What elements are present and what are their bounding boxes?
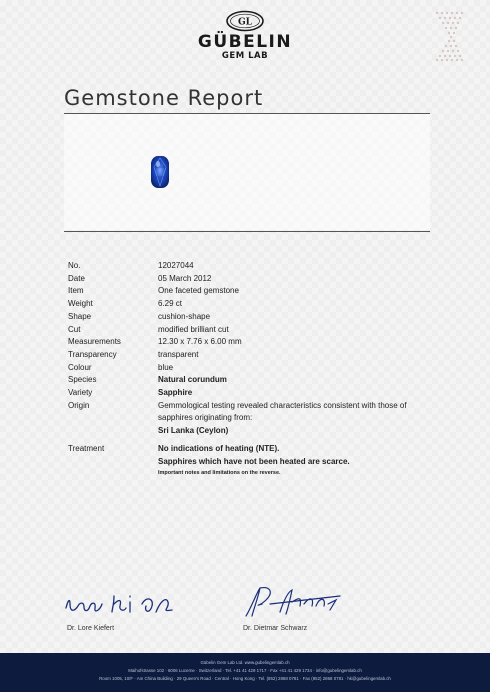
gem-photo-panel xyxy=(64,114,430,230)
field-value: Gemmological testing revealed characteristics consistent with those of xyxy=(158,400,407,410)
field-row xyxy=(68,324,438,336)
field-value: transparent xyxy=(158,349,199,359)
field-row xyxy=(68,336,438,348)
field-label: Measurements xyxy=(68,337,121,347)
field-row xyxy=(68,400,438,412)
footer-line-2: Maihofstrasse 102 · 6006 Lucerne · Switzerland · Tel. +41 41 429 1717 · Fax +41 41 429 1734 · info@gubelingemlab.ch xyxy=(128,668,362,673)
report-title: Gemstone Report xyxy=(64,86,264,110)
signature-left xyxy=(62,582,182,622)
field-row xyxy=(68,298,438,310)
field-value: 6.29 ct xyxy=(158,299,183,309)
hourglass-pattern-icon xyxy=(434,10,468,62)
signatory-left-name: Dr. Lore Kiefert xyxy=(67,625,115,632)
field-value: Natural corundum xyxy=(158,375,227,385)
reverse-note: Important notes and limitations on the reverse. xyxy=(158,470,281,477)
field-label: Cut xyxy=(68,324,81,334)
field-row xyxy=(68,456,438,468)
signature-right xyxy=(240,582,350,622)
field-value: modified brilliant cut xyxy=(158,324,229,334)
footer-line-1: Gübelin Gem Lab Ltd. www.gubelingemlab.ch xyxy=(200,660,290,665)
origin-line-2: sapphires originating from: xyxy=(158,413,253,423)
brand-name: GÜBELIN xyxy=(197,32,293,52)
footer-contact xyxy=(0,653,490,692)
field-label: Item xyxy=(68,286,84,296)
field-row xyxy=(68,374,438,386)
treatment-line-1: No indications of heating (NTE). xyxy=(158,444,280,453)
logo-monogram: GL xyxy=(237,17,253,28)
field-value: blue xyxy=(158,362,174,372)
field-row xyxy=(68,285,438,297)
origin-line-3: Sri Lanka (Ceylon) xyxy=(158,426,229,436)
logo xyxy=(0,10,490,32)
field-row xyxy=(68,273,438,285)
footer-line-3: Room 1005, 10/F · Am China Building · 29 Queen's Road · Central · Hong Kong · Tel. (852) 2868 0781 · Fax (852) 2868 0781 · hk@gubelingemlab.ch xyxy=(99,676,391,681)
field-value: 12027044 xyxy=(158,261,194,270)
sapphire-gem-image xyxy=(150,155,170,189)
field-label: Shape xyxy=(68,311,92,321)
field-row xyxy=(68,387,438,399)
gubelin-logo-icon xyxy=(225,10,265,32)
signatory-right-name: Dr. Dietmar Schwarz xyxy=(243,625,308,632)
field-label: Weight xyxy=(68,299,93,309)
field-row xyxy=(68,362,438,374)
field-row xyxy=(68,443,438,455)
field-label: Variety xyxy=(68,388,93,397)
field-value: 05 March 2012 xyxy=(158,273,212,283)
field-value: cushion-shape xyxy=(158,311,211,321)
field-row xyxy=(68,311,438,323)
field-value: One faceted gemstone xyxy=(158,286,239,296)
field-label: Transparency xyxy=(68,349,117,359)
field-row xyxy=(68,260,438,272)
field-label: Origin xyxy=(68,400,90,410)
field-label: No. xyxy=(68,261,81,270)
divider-bottom xyxy=(64,231,430,232)
field-label: Treatment xyxy=(68,444,105,453)
field-row xyxy=(68,425,438,437)
treatment-line-2: Sapphires which have not been heated are scarce. xyxy=(158,456,350,466)
field-label: Species xyxy=(68,375,97,385)
field-label: Colour xyxy=(68,362,92,372)
field-row xyxy=(68,349,438,361)
field-value: 12.30 x 7.76 x 6.00 mm xyxy=(158,337,242,347)
field-row xyxy=(68,412,438,424)
field-value: Sapphire xyxy=(158,388,193,397)
field-row xyxy=(68,467,438,479)
brand-subtitle: GEM LAB xyxy=(221,51,269,61)
field-label: Date xyxy=(68,273,85,283)
